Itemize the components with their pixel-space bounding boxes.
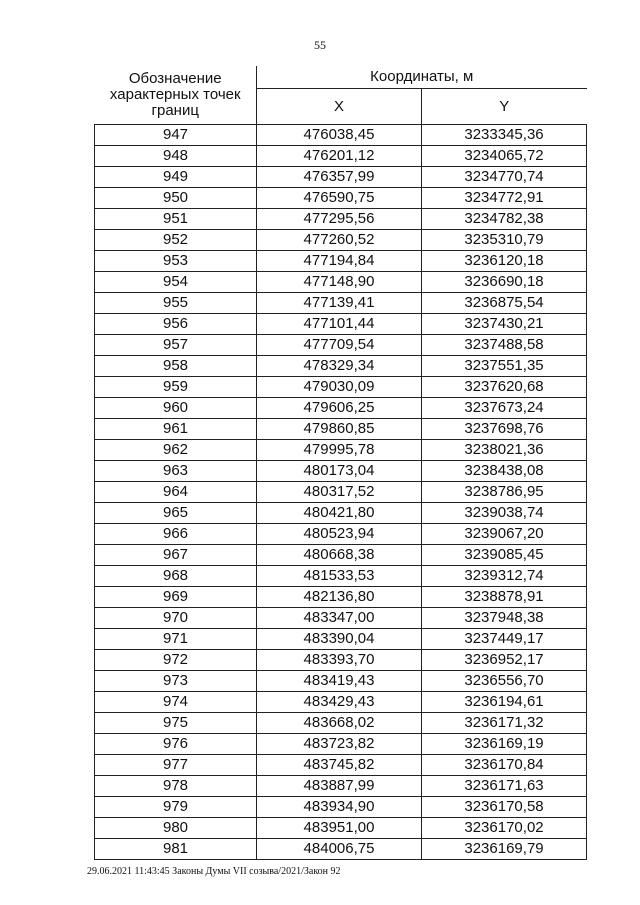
x-coordinate-cell: 483745,82 [257,755,422,776]
x-coordinate-cell: 479030,09 [257,377,422,398]
point-id-cell: 973 [95,671,257,692]
y-header: Y [422,89,587,125]
table-row [95,839,587,860]
y-coordinate-cell: 3234770,74 [422,167,587,188]
y-coordinate-cell: 3236120,18 [422,251,587,272]
x-coordinate-cell: 480317,52 [257,482,422,503]
y-coordinate-cell: 3236556,70 [422,671,587,692]
table-row [95,356,587,377]
table-row [95,335,587,356]
table-row [95,629,587,650]
y-coordinate-cell: 3236169,19 [422,734,587,755]
table-row [95,650,587,671]
x-coordinate-cell: 477148,90 [257,272,422,293]
point-id-cell: 955 [95,293,257,314]
table-row [95,461,587,482]
point-id-cell: 981 [95,839,257,860]
y-coordinate-cell: 3238786,95 [422,482,587,503]
point-id-cell: 974 [95,692,257,713]
y-coordinate-cell: 3237488,58 [422,335,587,356]
table-row [95,797,587,818]
point-id-cell: 975 [95,713,257,734]
x-coordinate-cell: 479995,78 [257,440,422,461]
table-row [95,818,587,839]
point-id-cell: 970 [95,608,257,629]
point-id-cell: 980 [95,818,257,839]
point-id-cell: 972 [95,650,257,671]
y-coordinate-cell: 3234782,38 [422,209,587,230]
table-row [95,251,587,272]
point-id-cell: 950 [95,188,257,209]
x-coordinate-cell: 477260,52 [257,230,422,251]
y-coordinate-cell: 3238438,08 [422,461,587,482]
x-coordinate-cell: 477101,44 [257,314,422,335]
x-coordinate-cell: 479606,25 [257,398,422,419]
table-row [95,314,587,335]
point-id-cell: 957 [95,335,257,356]
x-coordinate-cell: 476038,45 [257,125,422,146]
table-row [95,545,587,566]
table-row [95,482,587,503]
point-id-cell: 954 [95,272,257,293]
point-id-cell: 966 [95,524,257,545]
x-coordinate-cell: 484006,75 [257,839,422,860]
y-coordinate-cell: 3237620,68 [422,377,587,398]
x-coordinate-cell: 483887,99 [257,776,422,797]
y-coordinate-cell: 3234772,91 [422,188,587,209]
y-coordinate-cell: 3238878,91 [422,587,587,608]
table-row [95,503,587,524]
point-id-cell: 976 [95,734,257,755]
table-row [95,419,587,440]
table-row [95,524,587,545]
point-id-cell: 959 [95,377,257,398]
table-row [95,377,587,398]
point-designation-header: Обозначение характерных точек границ [95,66,257,125]
point-id-cell: 949 [95,167,257,188]
table-row [95,188,587,209]
point-id-cell: 969 [95,587,257,608]
point-id-cell: 947 [95,125,257,146]
point-id-cell: 953 [95,251,257,272]
x-header: X [257,89,422,125]
x-coordinate-cell: 478329,34 [257,356,422,377]
table-header-row [95,66,587,89]
point-id-cell: 967 [95,545,257,566]
point-id-cell: 979 [95,797,257,818]
table-row [95,692,587,713]
table-row [95,671,587,692]
table-row [95,440,587,461]
table-body [95,125,587,860]
point-id-cell: 963 [95,461,257,482]
table-row [95,125,587,146]
y-coordinate-cell: 3236690,18 [422,272,587,293]
x-coordinate-cell: 477709,54 [257,335,422,356]
x-coordinate-cell: 476590,75 [257,188,422,209]
y-coordinate-cell: 3237430,21 [422,314,587,335]
y-coordinate-cell: 3236170,84 [422,755,587,776]
x-coordinate-cell: 480668,38 [257,545,422,566]
x-coordinate-cell: 477194,84 [257,251,422,272]
x-coordinate-cell: 483934,90 [257,797,422,818]
table-row [95,209,587,230]
x-coordinate-cell: 482136,80 [257,587,422,608]
y-coordinate-cell: 3236171,63 [422,776,587,797]
point-id-cell: 978 [95,776,257,797]
footer-text: 29.06.2021 11:43:45 Законы Думы VII созыва/2021/Закон 92 [87,866,341,877]
y-coordinate-cell: 3236194,61 [422,692,587,713]
y-coordinate-cell: 3237551,35 [422,356,587,377]
table-row [95,167,587,188]
table-row [95,398,587,419]
y-coordinate-cell: 3236875,54 [422,293,587,314]
point-id-cell: 977 [95,755,257,776]
x-coordinate-cell: 483951,00 [257,818,422,839]
x-coordinate-cell: 480421,80 [257,503,422,524]
page-number: 55 [314,38,326,52]
x-coordinate-cell: 477139,41 [257,293,422,314]
y-coordinate-cell: 3239312,74 [422,566,587,587]
table-row [95,146,587,167]
y-coordinate-cell: 3233345,36 [422,125,587,146]
point-id-cell: 958 [95,356,257,377]
y-coordinate-cell: 3237698,76 [422,419,587,440]
y-coordinate-cell: 3237449,17 [422,629,587,650]
point-id-cell: 952 [95,230,257,251]
x-coordinate-cell: 481533,53 [257,566,422,587]
y-coordinate-cell: 3234065,72 [422,146,587,167]
coordinates-table [94,66,587,860]
table-row [95,230,587,251]
point-id-cell: 948 [95,146,257,167]
table-row [95,566,587,587]
x-coordinate-cell: 480173,04 [257,461,422,482]
x-coordinate-cell: 483723,82 [257,734,422,755]
point-id-cell: 965 [95,503,257,524]
table-row [95,272,587,293]
point-id-cell: 962 [95,440,257,461]
x-coordinate-cell: 480523,94 [257,524,422,545]
y-coordinate-cell: 3236171,32 [422,713,587,734]
table-row [95,587,587,608]
x-coordinate-cell: 483429,43 [257,692,422,713]
x-coordinate-cell: 476201,12 [257,146,422,167]
y-coordinate-cell: 3239038,74 [422,503,587,524]
table-row [95,713,587,734]
y-coordinate-cell: 3236170,58 [422,797,587,818]
x-coordinate-cell: 483393,70 [257,650,422,671]
y-coordinate-cell: 3236952,17 [422,650,587,671]
x-coordinate-cell: 483390,04 [257,629,422,650]
x-coordinate-cell: 483347,00 [257,608,422,629]
x-coordinate-cell: 476357,99 [257,167,422,188]
point-id-cell: 951 [95,209,257,230]
point-id-cell: 964 [95,482,257,503]
y-coordinate-cell: 3239067,20 [422,524,587,545]
y-coordinate-cell: 3237673,24 [422,398,587,419]
point-id-cell: 956 [95,314,257,335]
table-row [95,776,587,797]
y-coordinate-cell: 3236169,79 [422,839,587,860]
table-row [95,734,587,755]
y-coordinate-cell: 3238021,36 [422,440,587,461]
x-coordinate-cell: 477295,56 [257,209,422,230]
point-id-cell: 968 [95,566,257,587]
y-coordinate-cell: 3239085,45 [422,545,587,566]
y-coordinate-cell: 3235310,79 [422,230,587,251]
x-coordinate-cell: 483419,43 [257,671,422,692]
x-coordinate-cell: 479860,85 [257,419,422,440]
x-coordinate-cell: 483668,02 [257,713,422,734]
table-row [95,293,587,314]
y-coordinate-cell: 3236170,02 [422,818,587,839]
y-coordinate-cell: 3237948,38 [422,608,587,629]
point-id-cell: 961 [95,419,257,440]
point-id-cell: 971 [95,629,257,650]
table-row [95,755,587,776]
point-id-cell: 960 [95,398,257,419]
coordinates-header: Координаты, м [257,66,587,89]
table-row [95,608,587,629]
